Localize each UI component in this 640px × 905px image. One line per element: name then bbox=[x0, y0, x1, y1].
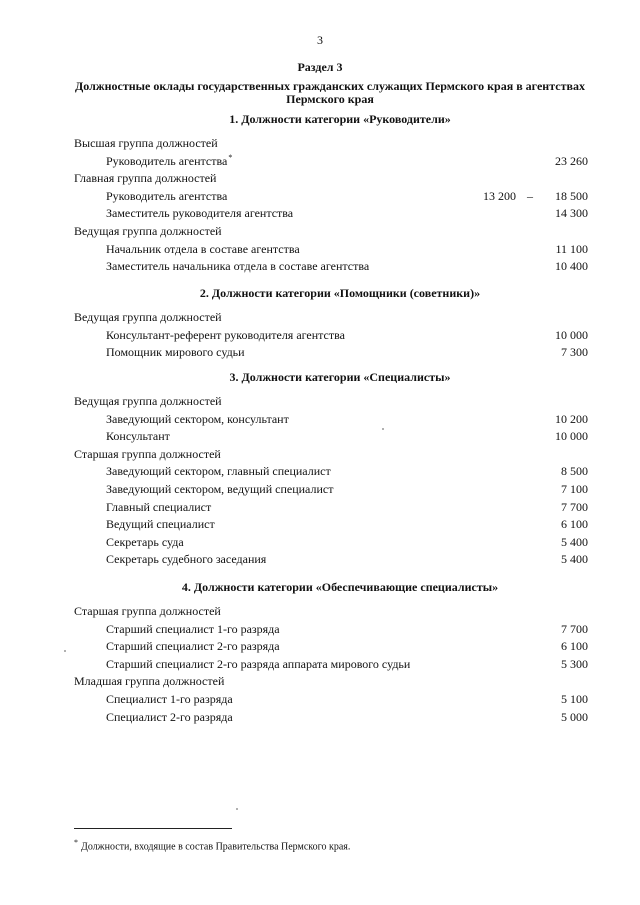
position-label bbox=[106, 552, 266, 567]
salary-value: 7 700 bbox=[561, 499, 588, 514]
position-title: Консультант bbox=[106, 429, 170, 444]
position-row bbox=[0, 639, 640, 655]
group-name: Главная группа должностей bbox=[74, 171, 217, 186]
position-label bbox=[106, 464, 331, 479]
position-title: Специалист 1-го разряда bbox=[106, 692, 233, 706]
position-label bbox=[106, 154, 232, 169]
salary-value: 11 100 bbox=[555, 241, 588, 256]
salary-value: 5 400 bbox=[561, 552, 588, 567]
document-heading: Должностные оклады государственных гражданских служащих Пермского края в агентствах Пермского края bbox=[75, 79, 585, 106]
position-label bbox=[106, 535, 184, 550]
position-title: Старший специалист 1-го разряда bbox=[106, 621, 280, 636]
position-row bbox=[0, 692, 640, 708]
position-row bbox=[0, 154, 640, 170]
position-title: Заведующий сектором, главный специалист bbox=[106, 464, 331, 479]
position-label bbox=[106, 622, 280, 637]
position-title: Секретарь суда bbox=[106, 534, 184, 549]
position-title: Старший специалист 2-го разряда bbox=[106, 639, 280, 654]
position-title: Начальник отдела в составе агентства bbox=[106, 241, 300, 256]
group-name: Младшая группа должностей bbox=[74, 674, 225, 689]
position-row bbox=[0, 464, 640, 480]
position-label bbox=[106, 206, 293, 221]
salary-value: 5 100 bbox=[561, 692, 588, 706]
position-row bbox=[0, 552, 640, 568]
position-row bbox=[0, 189, 640, 205]
position-label bbox=[106, 189, 227, 204]
group-name: Ведущая группа должностей bbox=[74, 224, 222, 238]
salary-min: 13 200 bbox=[483, 188, 516, 203]
position-row bbox=[0, 710, 640, 726]
position-label bbox=[106, 429, 170, 444]
position-title: Секретарь судебного заседания bbox=[106, 552, 267, 567]
position-row bbox=[0, 500, 640, 516]
salary-value: 10 000 bbox=[555, 327, 588, 342]
group-name: Старшая группа должностей bbox=[74, 604, 221, 618]
position-row bbox=[0, 517, 640, 533]
scan-speck bbox=[236, 808, 238, 810]
position-title: Заместитель начальника отдела в составе агентства bbox=[106, 259, 370, 274]
salary-value: 18 500 bbox=[555, 188, 588, 203]
section-title: Раздел 3 bbox=[297, 60, 343, 74]
position-row bbox=[0, 328, 640, 344]
position-label bbox=[106, 692, 233, 707]
footnote bbox=[74, 838, 350, 852]
footnote-divider bbox=[74, 828, 232, 829]
position-title: Руководитель агентства bbox=[106, 188, 228, 203]
position-title: Руководитель агентства bbox=[106, 153, 228, 168]
scan-speck bbox=[64, 650, 66, 652]
position-label bbox=[106, 242, 300, 257]
position-title: Консультант-референт руководителя агентства bbox=[106, 327, 345, 342]
footnote-text: Должности, входящие в состав Правительства Пермского края. bbox=[81, 841, 351, 853]
position-row bbox=[0, 206, 640, 222]
category-heading: 4. Должности категории «Обеспечивающие специалисты» bbox=[181, 580, 499, 594]
page-number: 3 bbox=[317, 33, 323, 47]
position-title: Главный специалист bbox=[106, 499, 212, 514]
salary-value: 10 400 bbox=[555, 259, 588, 274]
position-label bbox=[106, 657, 410, 672]
position-title: Ведущий специалист bbox=[106, 517, 215, 532]
position-label bbox=[106, 345, 245, 360]
category-heading: 3. Должности категории «Специалисты» bbox=[229, 370, 451, 384]
position-label bbox=[106, 710, 233, 725]
position-row bbox=[0, 622, 640, 638]
salary-value: 6 100 bbox=[561, 639, 588, 654]
salary-value: 5 000 bbox=[561, 709, 588, 724]
position-title: Помощник мирового судьи bbox=[106, 345, 245, 360]
position-label bbox=[106, 517, 215, 532]
position-label bbox=[106, 412, 289, 427]
salary-value: 23 260 bbox=[555, 153, 588, 168]
position-label bbox=[106, 328, 345, 343]
salary-value: 8 500 bbox=[561, 464, 588, 479]
salary-value: 7 300 bbox=[561, 345, 588, 360]
salary-value: 7 100 bbox=[561, 482, 588, 496]
footnote-reference: * bbox=[228, 152, 233, 162]
footnote-mark: * bbox=[74, 838, 78, 847]
position-title: Специалист 2-го разряда bbox=[106, 709, 233, 724]
category-heading: 1. Должности категории «Руководители» bbox=[229, 112, 451, 126]
position-row bbox=[0, 482, 640, 498]
position-row bbox=[0, 345, 640, 361]
group-name: Высшая группа должностей bbox=[74, 136, 218, 150]
group-name: Ведущая группа должностей bbox=[74, 310, 222, 324]
group-name: Ведущая группа должностей bbox=[74, 394, 222, 408]
position-label bbox=[106, 259, 369, 274]
category-heading: 2. Должности категории «Помощники (советники)» bbox=[199, 286, 481, 300]
position-title: Старший специалист 2-го разряда аппарата мирового судьи bbox=[106, 656, 411, 671]
position-row bbox=[0, 412, 640, 428]
position-label bbox=[106, 639, 280, 654]
salary-value: 5 400 bbox=[561, 534, 588, 549]
position-label bbox=[106, 500, 211, 515]
position-row bbox=[0, 242, 640, 258]
position-title: Заместитель руководителя агентства bbox=[106, 206, 294, 221]
position-title: Заведующий сектором, ведущий специалист bbox=[106, 482, 334, 496]
position-row bbox=[0, 429, 640, 445]
position-label bbox=[106, 482, 333, 497]
group-name: Старшая группа должностей bbox=[74, 446, 221, 461]
salary-value: 10 200 bbox=[555, 411, 588, 426]
salary-value: 7 700 bbox=[561, 621, 588, 636]
salary-value: 14 300 bbox=[555, 206, 588, 221]
range-dash: – bbox=[527, 188, 533, 203]
salary-value: 5 300 bbox=[561, 656, 588, 671]
salary-value: 6 100 bbox=[561, 517, 588, 532]
position-row bbox=[0, 657, 640, 673]
position-row bbox=[0, 535, 640, 551]
scan-speck bbox=[382, 428, 384, 430]
position-title: Заведующий сектором, консультант bbox=[106, 411, 289, 426]
position-row bbox=[0, 259, 640, 275]
salary-value: 10 000 bbox=[555, 429, 588, 444]
